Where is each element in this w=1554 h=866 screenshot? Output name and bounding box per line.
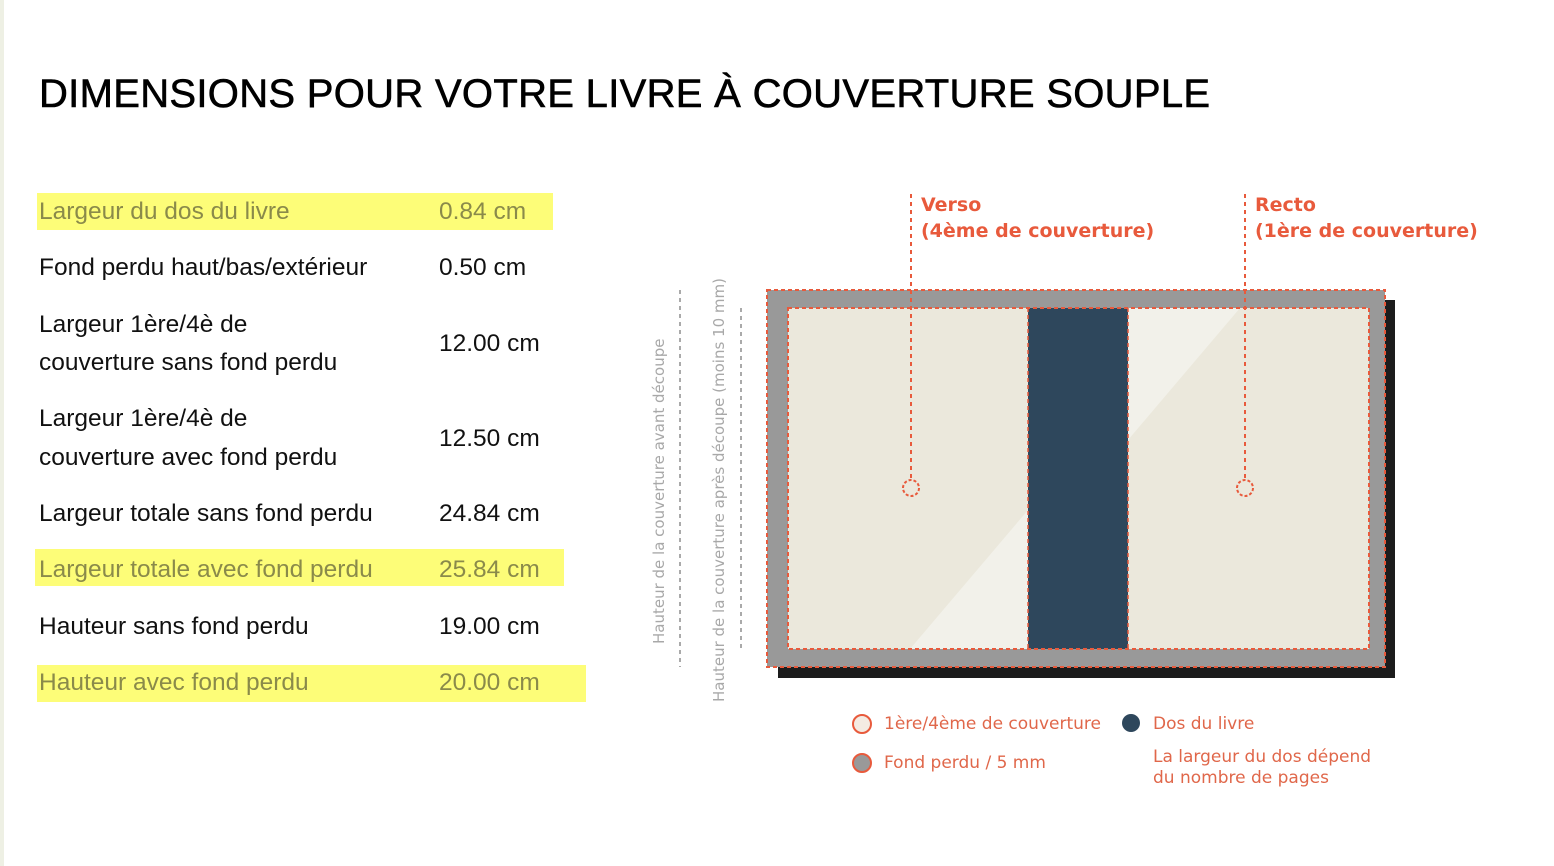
spec-label: Hauteur avec fond perdu xyxy=(39,669,309,696)
spec-label: Largeur du dos du livre xyxy=(39,198,290,225)
verso-label-title: Verso xyxy=(921,194,982,216)
spec-value: 0.50 cm xyxy=(439,254,527,281)
spec-value: 0.84 cm xyxy=(439,198,527,225)
legend-spine-note xyxy=(1153,747,1371,789)
page-title: DIMENSIONS POUR VOTRE LIVRE À COUVERTURE SOUPLE xyxy=(39,72,1211,116)
legend-spine-note-line2: du nombre de pages xyxy=(1153,768,1329,788)
height-after-cut-label: Hauteur de la couverture après découpe (moins 10 mm) xyxy=(710,278,728,702)
spec-value: 24.84 cm xyxy=(439,500,540,527)
legend-spine-note-line1: La largeur du dos dépend xyxy=(1153,747,1372,767)
spec-label: Hauteur sans fond perdu xyxy=(39,613,309,640)
height-before-cut-label: Hauteur de la couverture avant découpe xyxy=(650,338,668,644)
spec-table xyxy=(0,0,600,866)
legend-bleed-swatch xyxy=(853,754,871,772)
spec-label-line1: Largeur 1ère/4è de xyxy=(39,405,248,432)
spec-label-line2: couverture sans fond perdu xyxy=(39,349,338,376)
spec-label-line2: couverture avec fond perdu xyxy=(39,444,338,471)
recto-label-title: Recto xyxy=(1255,194,1316,216)
spec-value: 12.50 cm xyxy=(439,425,540,452)
spec-value: 25.84 cm xyxy=(439,556,540,583)
legend-spine-swatch xyxy=(1122,714,1140,732)
verso-label xyxy=(921,192,1154,244)
spec-value: 12.00 cm xyxy=(439,330,540,357)
verso-label-sub: (4ème de couverture) xyxy=(921,220,1155,242)
legend-bleed-label: Fond perdu / 5 mm xyxy=(884,753,1046,773)
spine-panel xyxy=(1028,308,1128,649)
legend-cover-label: 1ère/4ème de couverture xyxy=(884,714,1101,734)
spec-label: Largeur totale sans fond perdu xyxy=(39,500,373,527)
legend-cover-swatch xyxy=(853,715,871,733)
recto-label-sub: (1ère de couverture) xyxy=(1255,220,1478,242)
spec-label: Largeur totale avec fond perdu xyxy=(39,556,373,583)
spec-value: 19.00 cm xyxy=(439,613,540,640)
recto-label xyxy=(1255,192,1478,244)
cover-diagram xyxy=(600,170,1500,820)
spec-label-line1: Largeur 1ère/4è de xyxy=(39,311,248,338)
spec-value: 20.00 cm xyxy=(439,669,540,696)
legend-spine-label: Dos du livre xyxy=(1153,714,1255,734)
spec-label: Fond perdu haut/bas/extérieur xyxy=(39,254,368,281)
